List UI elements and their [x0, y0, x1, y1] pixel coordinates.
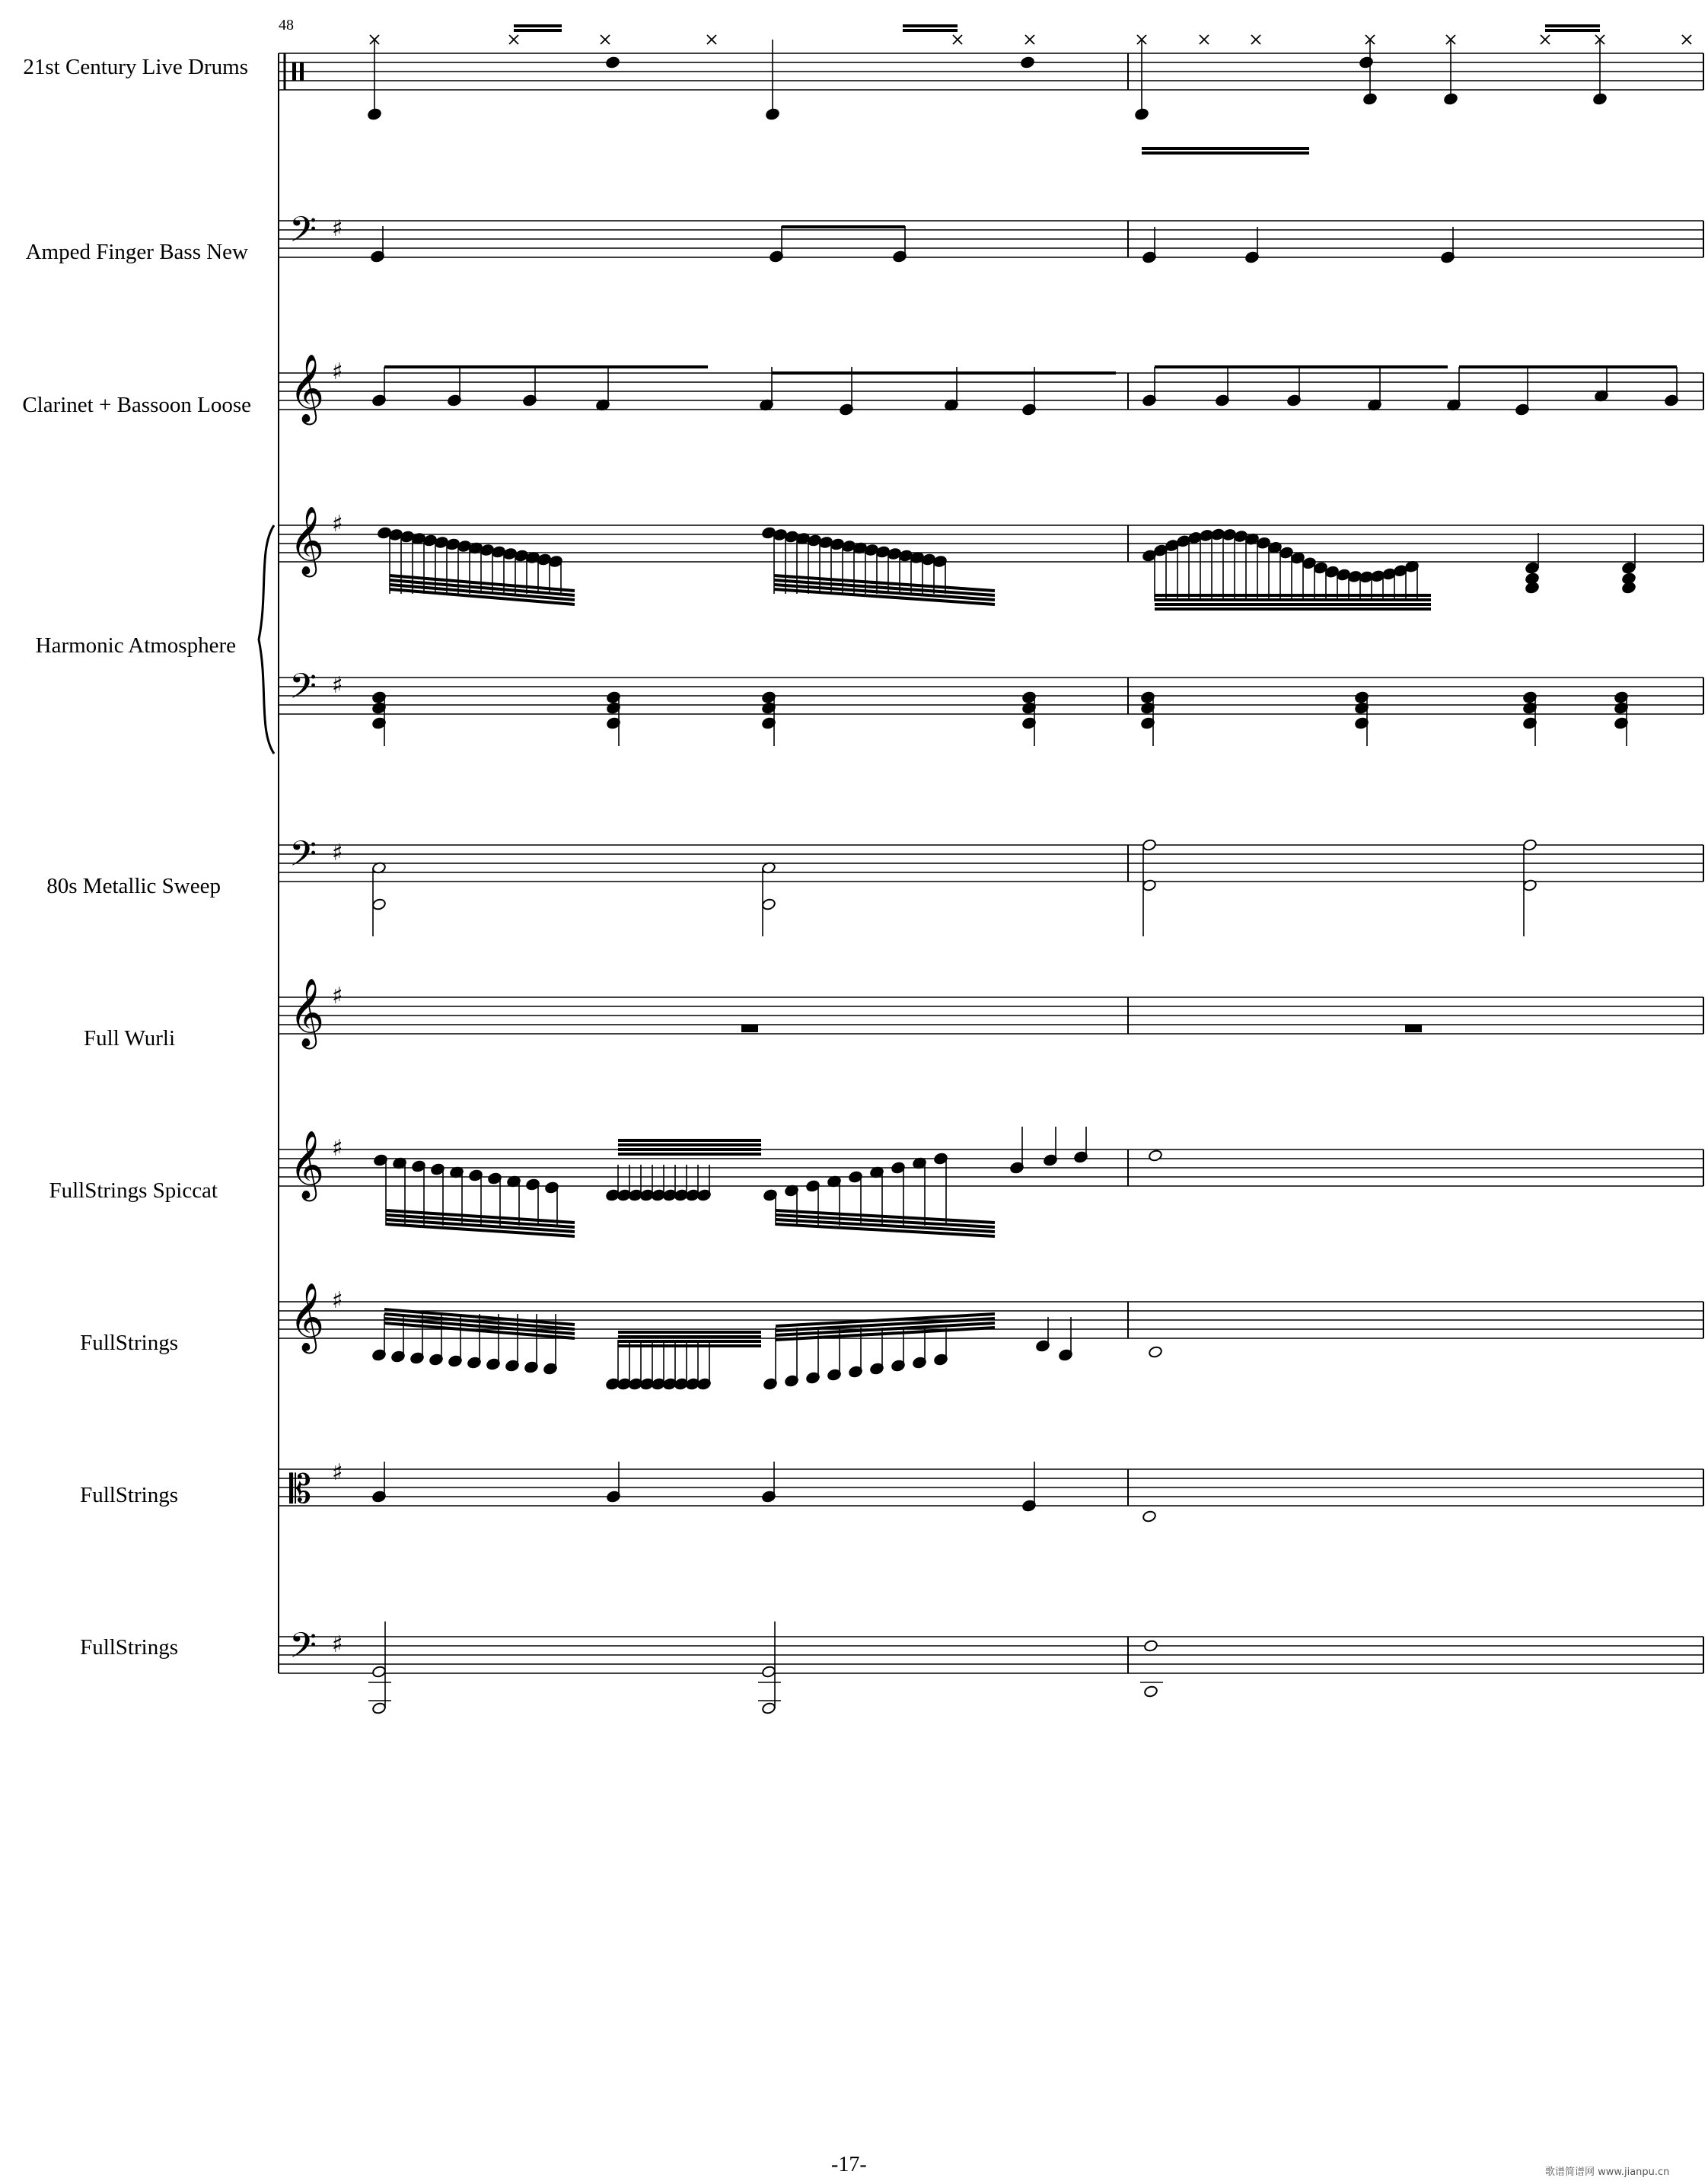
open-notehead [1148, 1346, 1162, 1359]
open-notehead [1142, 879, 1156, 892]
instrument-label-harmonic: Harmonic Atmosphere [35, 633, 236, 658]
treble-clef: 𝄞 [289, 978, 325, 1047]
notehead [1525, 562, 1539, 575]
clefs [289, 62, 343, 1675]
open-notehead [761, 1666, 776, 1679]
percussion-clef [292, 62, 296, 81]
instrument-label-clarinet: Clarinet + Bassoon Loose [22, 393, 251, 417]
open-notehead [1522, 839, 1537, 852]
notehead [605, 56, 620, 69]
x-notehead [707, 35, 716, 44]
notes [367, 26, 1691, 1714]
watermark: 歌谱简谱网 www.jianpu.cn [1545, 2167, 1670, 2178]
bass-clef: 𝄢 [289, 834, 317, 883]
open-notehead [371, 1666, 386, 1679]
instrument-label-drums: 21st Century Live Drums [23, 55, 248, 79]
key-signature-sharp: ♯ [332, 1135, 343, 1162]
instrument-label-strings1: FullStrings [80, 1331, 178, 1355]
bass-clef: 𝄢 [289, 1625, 317, 1675]
instrument-label-strings2: FullStrings [80, 1483, 178, 1507]
open-notehead [1143, 1640, 1158, 1653]
open-notehead [1143, 1685, 1158, 1698]
open-notehead [761, 1702, 776, 1715]
whole-rest [741, 1025, 758, 1032]
notehead [1621, 562, 1636, 575]
treble-clef: 𝄞 [289, 506, 325, 575]
staff-lines [279, 53, 1703, 1673]
instrument-label-spiccato: FullStrings Spiccat [49, 1178, 218, 1203]
open-notehead [1522, 879, 1537, 892]
open-notehead [1142, 1510, 1156, 1523]
key-signature-sharp: ♯ [332, 511, 343, 537]
percussion-clef [300, 62, 304, 81]
x-notehead [601, 35, 610, 44]
brace [259, 525, 274, 754]
x-notehead [509, 35, 518, 44]
key-signature-sharp: ♯ [332, 1459, 343, 1486]
treble-clef: 𝄞 [289, 1283, 325, 1351]
x-notehead [1251, 35, 1260, 44]
measure-number: 48 [279, 17, 294, 33]
instrument-label-metallic: 80s Metallic Sweep [46, 874, 221, 898]
treble-clef: 𝄞 [289, 1130, 325, 1199]
notehead [1525, 582, 1539, 595]
key-signature-sharp: ♯ [332, 359, 343, 385]
key-signature-sharp: ♯ [332, 215, 343, 242]
notehead [1621, 582, 1636, 595]
instrument-label-strings3: FullStrings [80, 1635, 178, 1660]
x-notehead [1541, 35, 1550, 44]
open-notehead [371, 1702, 386, 1715]
bass-clef: 𝄢 [289, 666, 317, 716]
bass-clef: 𝄢 [289, 209, 317, 259]
x-notehead [1682, 35, 1691, 44]
x-notehead [953, 35, 962, 44]
instrument-label-wurli: Full Wurli [84, 1026, 175, 1051]
whole-rest [1405, 1025, 1422, 1032]
x-notehead [1025, 35, 1034, 44]
open-notehead [1142, 839, 1156, 852]
page-number: -17- [831, 2153, 867, 2176]
x-notehead [1200, 35, 1209, 44]
key-signature-sharp: ♯ [332, 983, 343, 1009]
notehead [1020, 56, 1034, 69]
open-notehead [1148, 1149, 1162, 1162]
alto-clef: 𝄡 [289, 1467, 312, 1513]
open-notehead [371, 898, 386, 911]
instrument-label-bass: Amped Finger Bass New [25, 240, 248, 264]
key-signature-sharp: ♯ [332, 840, 343, 866]
treble-clef: 𝄞 [289, 354, 325, 422]
key-signature-sharp: ♯ [332, 672, 343, 699]
notehead [1359, 56, 1373, 69]
open-notehead [761, 898, 776, 911]
key-signature-sharp: ♯ [332, 1287, 343, 1314]
key-signature-sharp: ♯ [332, 1631, 343, 1658]
